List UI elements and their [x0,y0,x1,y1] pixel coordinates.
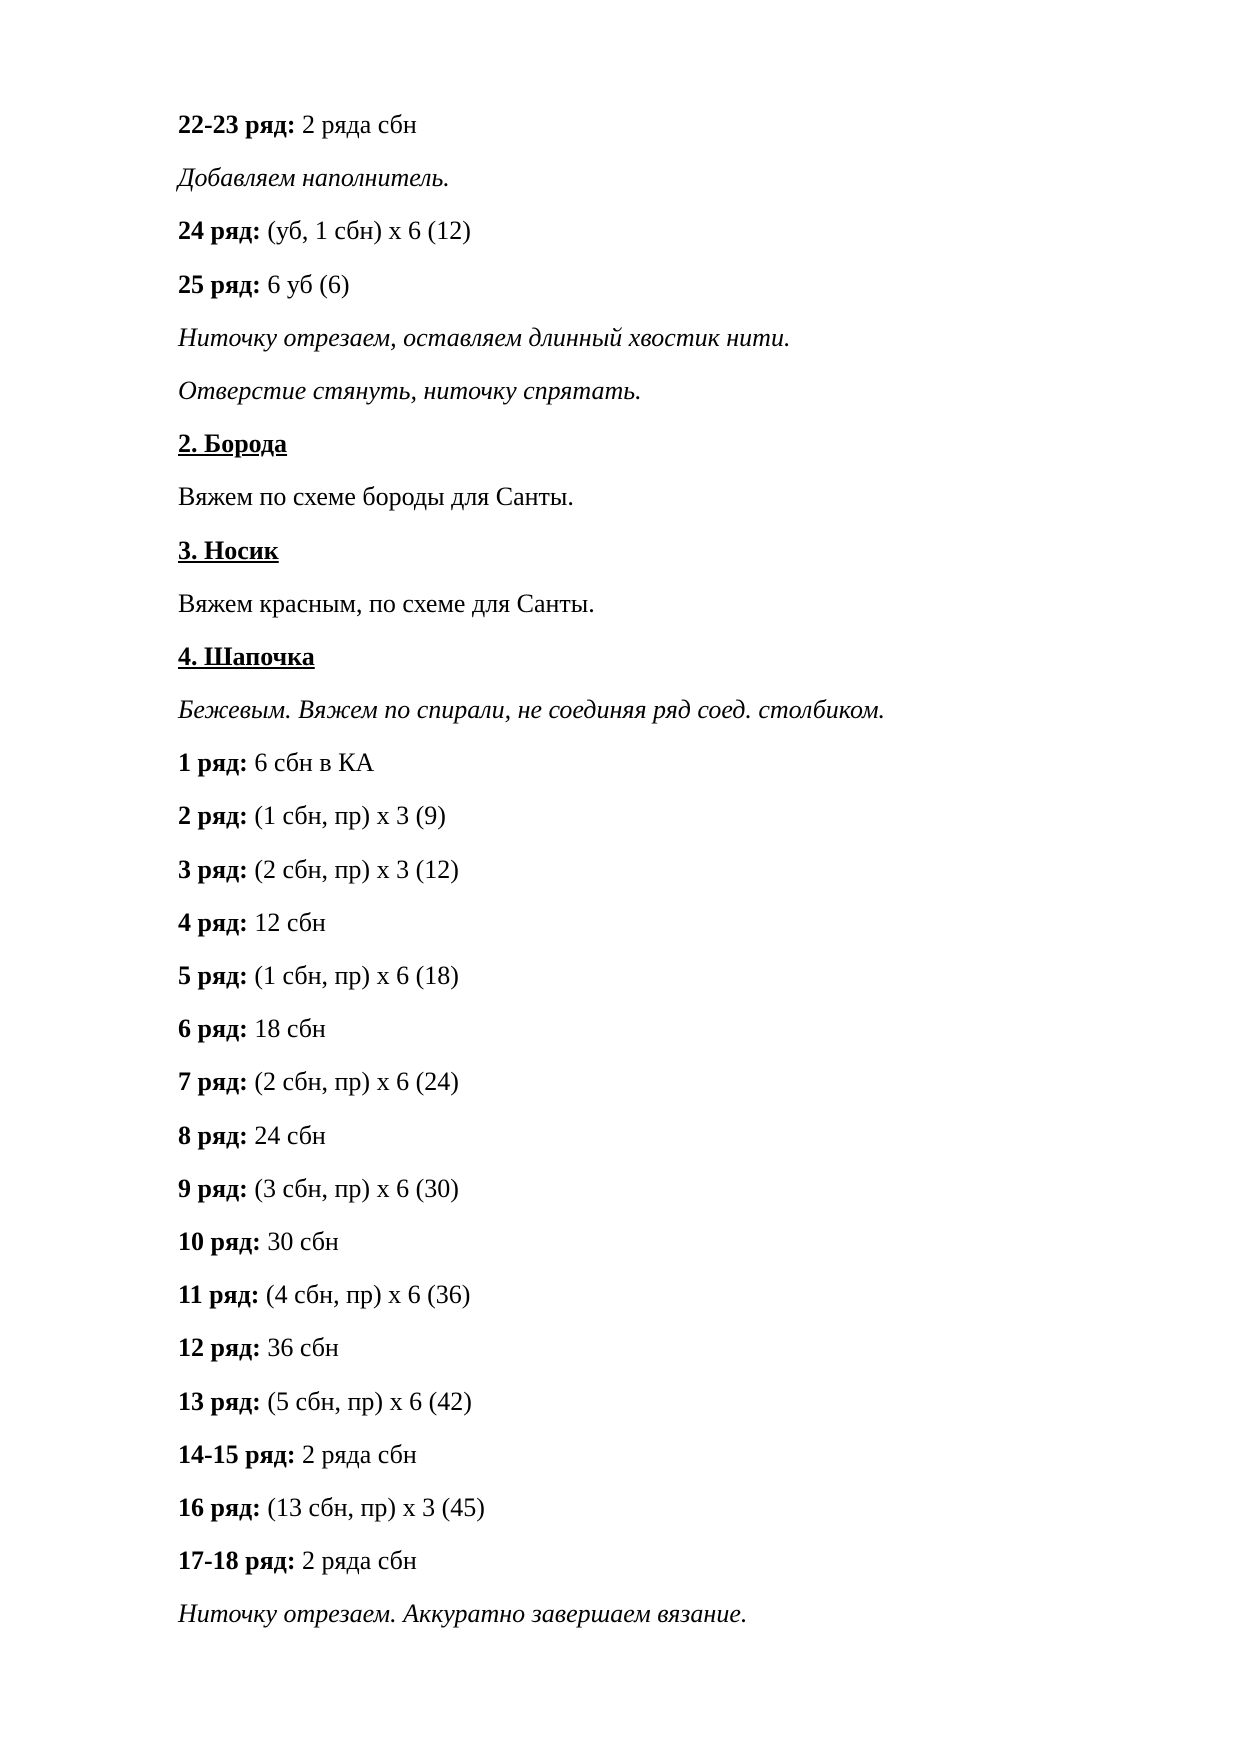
row-text: 2 ряда сбн [295,1546,417,1576]
row-label: 2 ряд: [178,801,248,831]
row-text: (4 сбн, пр) х 6 (36) [259,1280,471,1310]
row-text: 24 сбн [247,1120,326,1150]
row-text: 2 ряда сбн [295,110,417,139]
row-label: 14-15 ряд: [178,1439,296,1469]
row-text: 2 ряда сбн [295,1439,417,1469]
row-text: 6 уб (6) [260,269,350,299]
row-label: 16 ряд: [178,1492,261,1522]
row-label: 9 ряд: [178,1173,248,1203]
row-instruction [178,1491,1178,1544]
row-instruction [178,906,1178,959]
row-label: 24 ряд: [178,216,261,246]
row-text: (1 сбн, пр) х 6 (18) [247,961,459,990]
paragraph-text: Вяжем по схеме бороды для Санты. [178,482,574,512]
section-heading-hat: 4. Шапочка [178,641,315,671]
row-label: 4 ряд: [178,907,248,937]
row-instruction [178,853,1178,906]
row-instruction [178,1225,1178,1278]
row-instruction [178,1385,1178,1438]
section-heading-nose: 3. Носик [178,535,279,565]
row-text: (2 сбн, пр) х 6 (24) [247,1067,459,1097]
row-label: 17-18 ряд: [178,1546,296,1576]
row-instruction [178,1331,1178,1384]
row-instruction [178,746,1178,799]
row-instruction [178,1544,1178,1597]
row-instruction [178,108,1178,161]
note-text: Бежевым. Вяжем по спирали, не соединяя ряд соед. столбиком. [178,695,886,725]
paragraph-text: Вяжем красным, по схеме для Санты. [178,588,595,618]
note-text: Добавляем наполнитель. [178,163,450,193]
row-text: 12 сбн [247,907,326,937]
row-text: 36 сбн [260,1333,339,1363]
row-instruction [178,268,1178,321]
row-instruction [178,1172,1178,1225]
row-label: 7 ряд: [178,1067,248,1097]
row-instruction [178,214,1178,267]
row-text: (1 сбн, пр) х 3 (9) [247,801,446,831]
row-instruction [178,799,1178,852]
row-text: (3 сбн, пр) х 6 (30) [247,1173,459,1203]
row-instruction [178,1438,1178,1491]
row-text: (уб, 1 сбн) х 6 (12) [260,216,471,246]
row-instruction [178,1012,1178,1065]
row-label: 10 ряд: [178,1226,261,1256]
document-page [178,108,1178,1650]
row-instruction [178,1119,1178,1172]
row-label: 12 ряд: [178,1333,261,1363]
row-label: 3 ряд: [178,854,248,884]
row-label: 6 ряд: [178,1014,248,1044]
row-instruction [178,1065,1178,1118]
row-label: 1 ряд: [178,748,248,778]
row-instruction [178,1278,1178,1331]
section-heading-beard: 2. Борода [178,429,288,459]
row-label: 13 ряд: [178,1386,261,1416]
row-text: (5 сбн, пр) х 6 (42) [260,1386,472,1416]
row-text: (13 сбн, пр) х 3 (45) [260,1492,485,1522]
row-text: (2 сбн, пр) х 3 (12) [247,854,459,884]
row-label: 25 ряд: [178,269,261,299]
row-label: 5 ряд: [178,961,248,990]
note-text: Ниточку отрезаем, оставляем длинный хвостик нити. [178,322,791,352]
note-text: Отверстие стянуть, ниточку спрятать. [178,375,642,405]
note-text: Ниточку отрезаем. Аккуратно завершаем вязание. [178,1599,748,1629]
row-label: 8 ряд: [178,1120,248,1150]
row-label: 22-23 ряд: [178,110,296,139]
row-text: 30 сбн [260,1226,339,1256]
row-label: 11 ряд: [178,1280,260,1310]
row-text: 18 сбн [247,1014,326,1044]
row-instruction [178,959,1178,1012]
row-text: 6 сбн в КА [247,748,375,778]
